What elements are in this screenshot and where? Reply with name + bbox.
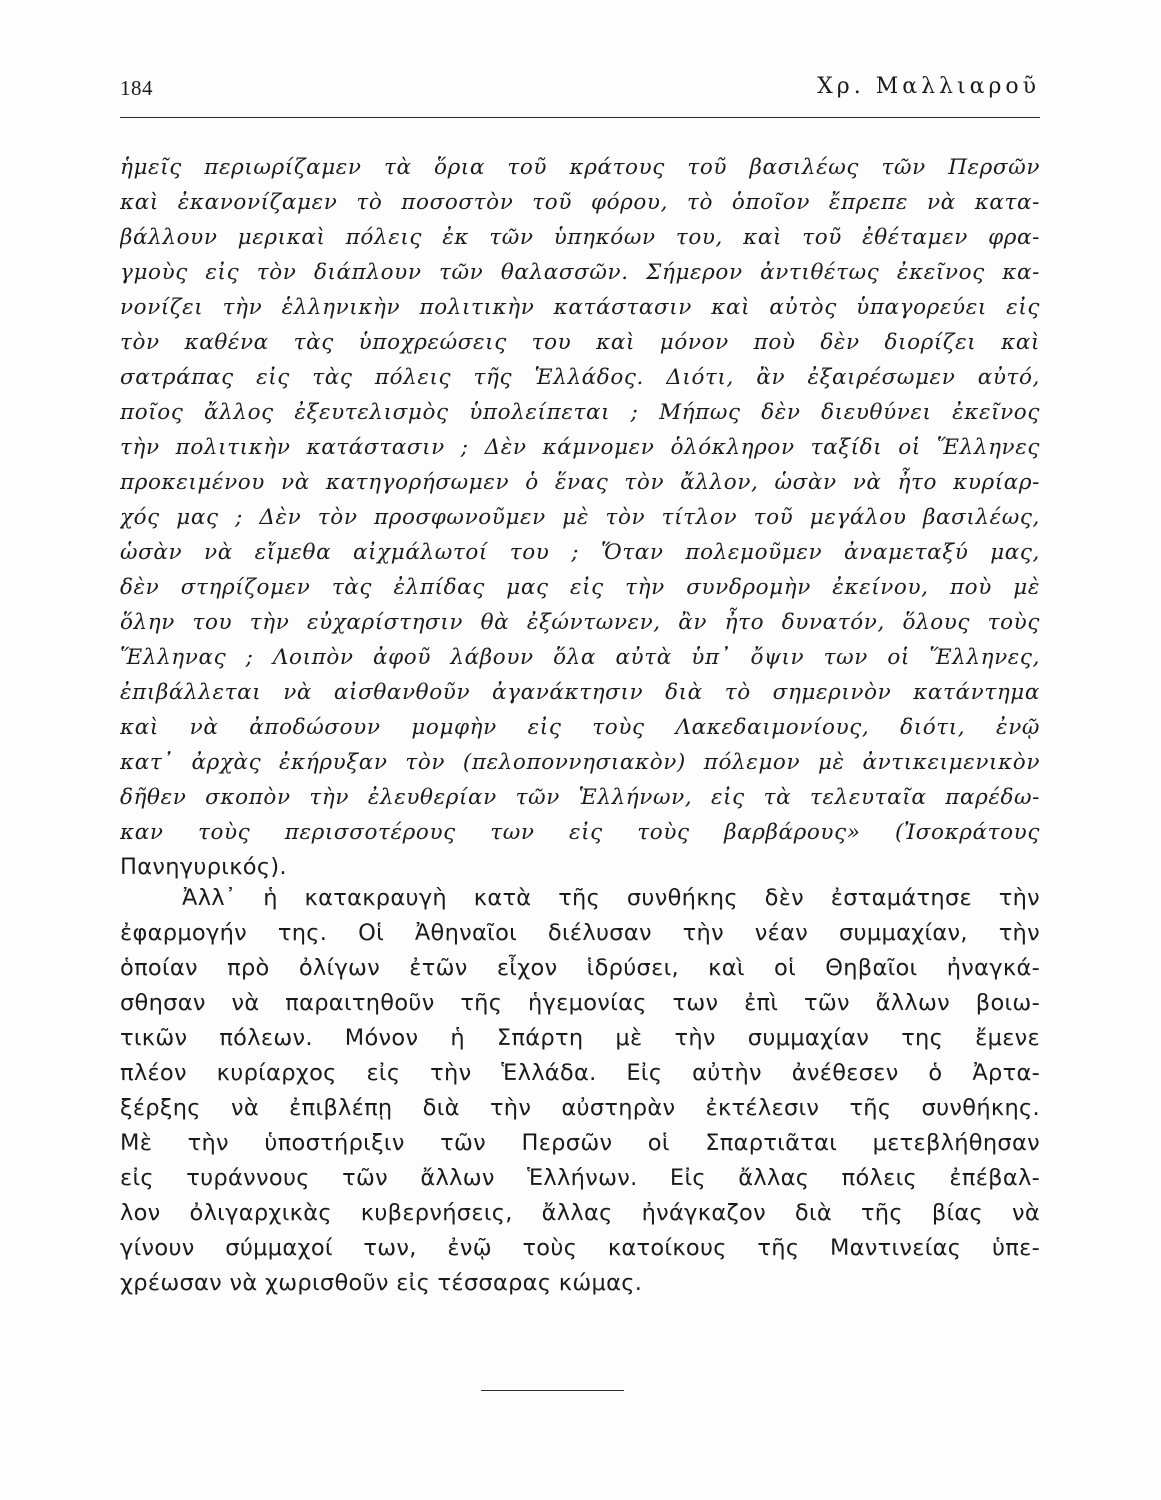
body-line: Μὲ τὴν ὑποστήριξιν τῶν Περσῶν οἱ Σπαρτιᾶται μετεβλήθησαν <box>120 1130 1040 1156</box>
quote-line: κατ᾽ ἀρχὰς ἐκήρυξαν τὸν (πελοποννησιακὸν) πόλεμον μὲ ἀντικειμενικὸν <box>120 750 1040 775</box>
body-line: τικῶν πόλεων. Μόνον ἡ Σπάρτη μὲ τὴν συμμαχίαν της ἔμενε <box>120 1025 1040 1051</box>
quote-line: νονίζει τὴν ἑλληνικὴν πολιτικὴν κατάστασιν καὶ αὐτὸς ὑπαγορεύει εἰς <box>120 295 1040 320</box>
quote-line: βάλλουν μερικαὶ πόλεις ἐκ τῶν ὑπηκόων του, καὶ τοῦ ἐθέταμεν φρα- <box>120 225 1040 250</box>
quote-line: καὶ νὰ ἀποδώσουν μομφὴν εἰς τοὺς Λακεδαιμονίους, διότι, ἐνῷ <box>120 715 1040 740</box>
quote-line: ποῖος ἄλλος ἐξευτελισμὸς ὑπολείπεται ; Μήπως δὲν διευθύνει ἐκεῖνος <box>120 400 1040 425</box>
quote-line: προκειμένου νὰ κατηγορήσωμεν ὁ ἕνας τὸν ἄλλον, ὡσὰν νὰ ἦτο κυρίαρ- <box>120 470 1040 495</box>
body-line: γίνουν σύμμαχοί των, ἐνῷ τοὺς κατοίκους τῆς Μαντινείας ὑπε- <box>120 1235 1040 1261</box>
quote-line: ὅλην του τὴν εὐχαρίστησιν θὰ ἐξώντωνεν, ἂν ἦτο δυνατόν, ὅλους τοὺς <box>120 610 1040 635</box>
quote-line: δῆθεν σκοπὸν τὴν ἐλευθερίαν τῶν Ἑλλήνων, εἰς τὰ τελευταῖα παρέδω- <box>120 785 1040 810</box>
body-line: πλέον κυρίαρχος εἰς τὴν Ἑλλάδα. Εἰς αὐτὴν ἀνέθεσεν ὁ Ἀρτα- <box>120 1060 1040 1086</box>
quote-line: καὶ ἐκανονίζαμεν τὸ ποσοστὸν τοῦ φόρου, τὸ ὁποῖον ἔπρεπε νὰ κατα- <box>120 190 1040 215</box>
body-line: χρέωσαν νὰ χωρισθοῦν εἰς τέσσαρας κώμας. <box>120 1270 643 1296</box>
end-rule <box>481 1390 624 1391</box>
body-line: λον ὀλιγαρχικὰς κυβερνήσεις, ἄλλας ἠνάγκαζον διὰ τῆς βίας νὰ <box>120 1200 1040 1226</box>
quote-line: χός μας ; Δὲν τὸν προσφωνοῦμεν μὲ τὸν τίτλον τοῦ μεγάλου βασιλέως, <box>120 505 1040 530</box>
quote-line: Πανηγυρικός). <box>120 854 287 880</box>
body-line: εἰς τυράννους τῶν ἄλλων Ἑλλήνων. Εἰς ἄλλας πόλεις ἐπέβαλ- <box>120 1165 1040 1191</box>
body-line: ἐφαρμογήν της. Οἱ Ἀθηναῖοι διέλυσαν τὴν νέαν συμμαχίαν, τὴν <box>120 920 1040 946</box>
body-paragraph <box>120 881 1040 1301</box>
quote-line: δὲν στηρίζομεν τὰς ἐλπίδας μας εἰς τὴν συνδρομὴν ἐκείνου, ποὺ μὲ <box>120 575 1040 600</box>
body-line: ὁποίαν πρὸ ὀλίγων ἐτῶν εἶχον ἱδρύσει, καὶ οἱ Θηβαῖοι ἠναγκά- <box>120 955 1040 981</box>
quote-line: καν τοὺς περισσοτέρους των εἰς τοὺς βαρβάρους» (Ἰσοκράτους <box>120 820 1040 845</box>
quote-line: τὴν πολιτικὴν κατάστασιν ; Δὲν κάμνομεν ὁλόκληρον ταξίδι οἱ Ἕλληνες <box>120 435 1040 460</box>
quote-line: Ἕλληνας ; Λοιπὸν ἀφοῦ λάβουν ὅλα αὐτὰ ὑπ᾽ ὄψιν των οἱ Ἕλληνες, <box>120 645 1040 670</box>
quote-line: ἡμεῖς περιωρίζαμεν τὰ ὅρια τοῦ κράτους τοῦ βασιλέως τῶν Περσῶν <box>120 155 1040 180</box>
running-head: Χρ. Μαλλιαροῦ <box>817 74 1040 99</box>
header-rule <box>120 117 1040 118</box>
quote-line: σατράπας εἰς τὰς πόλεις τῆς Ἑλλάδος. Διότι, ἂν ἐξαιρέσωμεν αὐτό, <box>120 365 1040 390</box>
quote-line: ὡσὰν νὰ εἴμεθα αἰχμάλωτοί του ; Ὅταν πολεμοῦμεν ἀναμεταξύ μας, <box>120 540 1040 565</box>
quote-line: γμοὺς εἰς τὸν διάπλουν τῶν θαλασσῶν. Σήμερον ἀντιθέτως ἐκεῖνος κα- <box>120 260 1040 285</box>
quotation-block <box>120 150 1040 885</box>
page-number: 184 <box>120 76 153 100</box>
body-line: σθησαν νὰ παραιτηθοῦν τῆς ἡγεμονίας των ἐπὶ τῶν ἄλλων βοιω- <box>120 990 1040 1016</box>
page-header <box>120 74 1040 108</box>
quote-line: τὸν καθένα τὰς ὑποχρεώσεις του καὶ μόνον ποὺ δὲν διορίζει καὶ <box>120 330 1040 355</box>
body-line: ξέρξης νὰ ἐπιβλέπῃ διὰ τὴν αὐστηρὰν ἐκτέλεσιν τῆς συνθήκης. <box>120 1095 1040 1121</box>
body-line: Ἀλλ᾽ ἡ κατακραυγὴ κατὰ τῆς συνθήκης δὲν ἐσταμάτησε τὴν <box>182 885 1040 911</box>
quote-line: ἐπιβάλλεται νὰ αἰσθανθοῦν ἀγανάκτησιν διὰ τὸ σημερινὸν κατάντημα <box>120 680 1040 705</box>
